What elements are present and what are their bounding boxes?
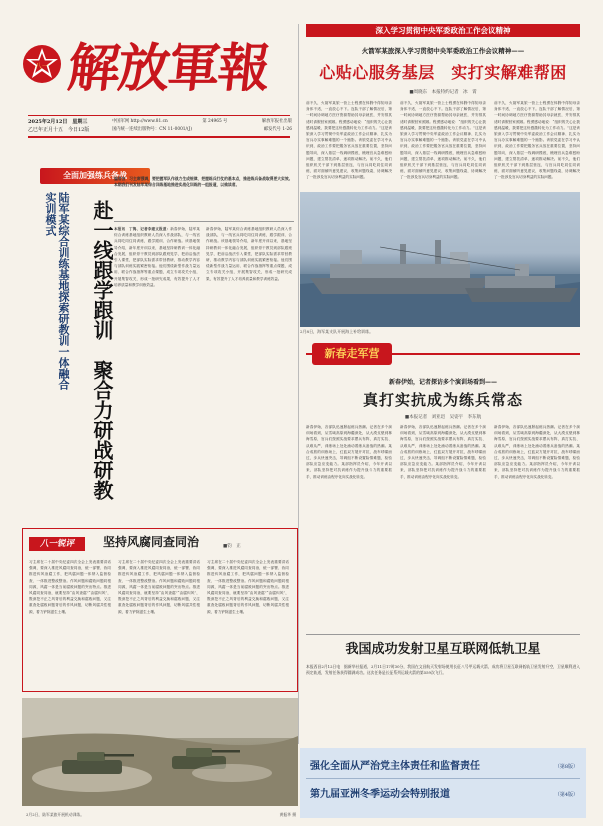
feature-kicker: 新春伊始，记者探访多个演训场看到——	[388, 379, 497, 386]
lead-body-col2: 前不久，火箭军某旅一营上士程勇在休假中得知母亲身体不适，一直放心不下。连队干部了解情况后，第一时间协调地方医疗资源帮助其母亲就医，并安排其适时请假回家照顾。程勇感动地说：“组织的关心让我感到温暖，我要把这份感激转化为工作动力。”这是该旅深入学习贯彻中央军委政治工作会议精神、扎实为官兵办实事解难题的一个缩影。该旅党委在学习中认识到，政治工作要把服务官兵放在重要位置，坚持问题导向，深入基层一线调研摸底，梳理官兵急难愁盼问题，建立帮扶清单，逐项推动解决。前不久，他们组织机关干部下到基层营连，与官兵同吃同住同训练，面对面倾听意见建议，收集问题线索，协调解决了一批涉及官兵切身利益的实际问题。	[400, 101, 486, 180]
training-section-label: 全面加强练兵备战	[63, 171, 127, 180]
masthead-bottom-rule	[28, 136, 290, 138]
index-link-2-page: （第4版）	[554, 792, 578, 798]
training-headline: 赴一线跟学跟训 聚合力研战研教	[90, 200, 114, 500]
training-vertical-kicker: 陆军某综合训练基地探索研教训一体融合实训模式	[44, 192, 70, 390]
feature-body-col3: 新春伊始，各部队迅速掀起练兵热潮。记者在多个演训场看到，从雪域高原到海疆深处，从大漠戈壁到林海雪原，官兵们按照实战要求摆兵布阵，真打实抗、从难从严，训练场上处处涌动着练兵备战的热潮。某合成旅的训练场上，红蓝双方展开对抗，战车呼啸而过，步兵快速突击，导调组不断设置险情难题，检验部队应急应变能力。某部指挥员介绍，今年开训以来，部队坚持把对抗训练作为提升战斗力的重要抓手，推动训练由程序化向实战化转变。	[494, 425, 580, 479]
index-link-1-page: （第8版）	[554, 764, 578, 770]
training-body-text-1: 新春伊始，陆军某综合训练基地组织教研人员深入作战部队，与一线官兵同吃同住同训练，跟学跟训、合作研战。该基地领导介绍，新年度开训以来，基地坚持研教训一体化融合发展，组织骨干教员到部队跟班见学，把前沿战法引入课堂，把部队实际需求带回教研，推动教学内容与部队训练实践紧密衔接。他们围绕新型作战力量运用、联合作战指挥等重点课题，成立专项攻关小组，开展集智攻关，形成一批研究成果，有效提升了人才培养质量和教学训练效益。	[114, 227, 200, 287]
editor-note: 编者按 习主席强调，要把握军队作战力生成规律，把握练兵打仗的基本点，推进练兵备战取得更大实效。本期我们刊发陆军某综合训练基地推进实战化训练的一组报道，以飨读者。	[114, 176, 294, 222]
svg-text:八一: 八一	[35, 62, 49, 70]
feature-section-label: 新春走军营	[324, 347, 380, 360]
feature-headline: 真打实抗成为练兵常态	[362, 391, 523, 409]
training-byline: 本报讯 丁隽、记者李建文报道：	[114, 227, 171, 231]
commentary-section-label: 八一锐评	[39, 539, 74, 549]
commentary-byline: ■钧 正	[223, 544, 241, 549]
lead-headline: 心贴心服务基层 实打实解难帮困	[319, 63, 567, 82]
masthead-meta	[112, 118, 292, 134]
postal-code: 邮发代号 1-26	[263, 127, 292, 132]
lead-body-col1: 前不久，火箭军某旅一营上士程勇在休假中得知母亲身体不适，一直放心不下。连队干部了解情况后，第一时间协调地方医疗资源帮助其母亲就医，并安排其适时请假回家照顾。程勇感动地说：“组织的关心让我感到温暖，我要把这份感激转化为工作动力。”这是该旅深入学习贯彻中央军委政治工作会议精神、扎实为官兵办实事解难题的一个缩影。该旅党委在学习中认识到，政治工作要把服务官兵放在重要位置，坚持问题导向，深入基层一线调研摸底，梳理官兵急难愁盼问题，建立帮扶清单，逐项推动解决。前不久，他们组织机关干部下到基层营连，与官兵同吃同住同训练，面对面倾听意见建议，收集问题线索，协调解决了一批涉及官兵切身利益的实际问题。	[306, 101, 392, 180]
commentary-box	[22, 528, 298, 692]
feature-byline: ■本报记者 刘亚迅 吴姿宇 李东航	[404, 415, 482, 420]
banner-label: 深入学习贯彻中央军委政治工作会议精神	[306, 24, 580, 37]
issue-date: 2025年2月12日 星期三	[28, 119, 88, 125]
cn-number: 国内统一连续出版物号：CN 11-0001/(J)	[112, 127, 193, 132]
main-column-divider	[298, 24, 299, 744]
masthead-divider	[28, 115, 290, 116]
tank-photo	[22, 698, 298, 806]
training-body-col1	[114, 226, 200, 486]
satellite-headline: 我国成功发射卫星互联网低轨卫星	[345, 642, 541, 657]
army-star-emblem	[22, 44, 62, 84]
issue-number: 第 24965 号	[202, 119, 228, 124]
lead-kicker: 火箭军某旅深入学习贯彻中央军委政治工作会议精神——	[361, 47, 525, 55]
ship-illustration	[300, 192, 580, 327]
ship-photo-caption: 2月8日，海军某支队开展海上补给训练。	[300, 329, 374, 334]
commentary-headline: 坚持风腐同查同治	[103, 535, 200, 549]
tank-illustration	[22, 698, 298, 806]
commentary-tag	[29, 537, 85, 551]
commentary-body-col1: 习主席在二十届中央纪委四次全会上发表重要讲话强调，要深入推进风腐同查同治，统一部署、协同推进纠风治腐工作，把风腐问题一体纳入监督检查、一体推进整改整治。作风问题和腐败问题同根同源，风腐一体是当前腐败问题的突出特点。推进风腐同查同治，就要坚持“由风查腐”“由腐纠风”，既深挖不正之风背后的利益交换和腐败问题，又注重查处腐败问题背后的作风问题，切断风腐共性根源，着力铲除滋生土壤。	[29, 560, 111, 614]
feature-body-col1: 新春伊始，各部队迅速掀起练兵热潮。记者在多个演训场看到，从雪域高原到海疆深处，从大漠戈壁到林海雪原，官兵们按照实战要求摆兵布阵，真打实抗、从难从严，训练场上处处涌动着练兵备战的热潮。某合成旅的训练场上，红蓝双方展开对抗，战车呼啸而过，步兵快速突击，导调组不断设置险情难题，检验部队应急应变能力。某部指挥员介绍，今年开训以来，部队坚持把对抗训练作为提升战斗力的重要抓手，推动训练由程序化向实战化转变。	[306, 425, 392, 479]
index-link-1[interactable]	[306, 756, 580, 779]
lead-body-col3: 前不久，火箭军某旅一营上士程勇在休假中得知母亲身体不适，一直放心不下。连队干部了解情况后，第一时间协调地方医疗资源帮助其母亲就医，并安排其适时请假回家照顾。程勇感动地说：“组织的关心让我感到温暖，我要把这份感激转化为工作动力。”这是该旅深入学习贯彻中央军委政治工作会议精神、扎实为官兵办实事解难题的一个缩影。该旅党委在学习中认识到，政治工作要把服务官兵放在重要位置，坚持问题导向，深入基层一线调研摸底，梳理官兵急难愁盼问题，建立帮扶清单，逐项推动解决。前不久，他们组织机关干部下到基层营连，与官兵同吃同住同训练，面对面倾听意见建议，收集问题线索，协调解决了一批涉及官兵切身利益的实际问题。	[494, 101, 580, 180]
index-link-1-title: 强化全面从严治党主体责任和监督责任	[310, 761, 480, 772]
ship-photo	[300, 192, 580, 327]
index-link-2[interactable]	[306, 784, 580, 806]
lead-byline: ■周晓东 本报特约记者 冰 霄	[409, 90, 477, 95]
masthead-title: 解放軍報	[64, 38, 272, 99]
satellite-rule	[306, 634, 580, 635]
publisher: 解放军报社出版	[261, 119, 292, 124]
tank-photo-caption: 2月2日，陆军某旅开展机动训练。	[26, 812, 84, 817]
commentary-body-col2: 习主席在二十届中央纪委四次全会上发表重要讲话强调，要深入推进风腐同查同治，统一部署、协同推进纠风治腐工作，把风腐问题一体纳入监督检查、一体推进整改整治。作风问题和腐败问题同根同源，风腐一体是当前腐败问题的突出特点。推进风腐同查同治，就要坚持“由风查腐”“由腐纠风”，既深挖不正之风背后的利益交换和腐败问题，又注重查处腐败问题背后的作风问题，切断风腐共性根源，着力铲除滋生土壤。	[118, 560, 200, 614]
index-link-2-title: 第九届亚洲冬季运动会特别报道	[310, 789, 450, 800]
index-box	[300, 748, 586, 818]
site-link[interactable]: 中国军网 http://www.81.cn	[112, 119, 168, 124]
lunar-date: 乙巳年正月十五 今日12版	[28, 127, 90, 133]
satellite-body: 本报西昌2月12日电 据新华社报道，2月11日17时30分，我国在文昌航天发射场使用长征八号甲运载火箭，成功将卫星互联网低轨卫星发射升空，卫星顺利进入预定轨道，发射任务获得圆满成功。这次任务是长征系列运载火箭的第559次飞行。	[306, 664, 580, 675]
training-body-col2: 新春伊始，陆军某综合训练基地组织教研人员深入作战部队，与一线官兵同吃同住同训练，跟学跟训、合作研战。该基地领导介绍，新年度开训以来，基地坚持研教训一体化融合发展，组织骨干教员到部队跟班见学，把前沿战法引入课堂，把部队实际需求带回教研，推动教学内容与部队训练实践紧密衔接。他们围绕新型作战力量运用、联合作战指挥等重点课题，成立专项攻关小组，开展集智攻关，形成一批研究成果，有效提升了人才培养质量和教学训练效益。	[206, 227, 292, 281]
commentary-body-col3: 习主席在二十届中央纪委四次全会上发表重要讲话强调，要深入推进风腐同查同治，统一部署、协同推进纠风治腐工作，把风腐问题一体纳入监督检查、一体推进整改整治。作风问题和腐败问题同根同源，风腐一体是当前腐败问题的突出特点。推进风腐同查同治，就要坚持“由风查腐”“由腐纠风”，既深挖不正之风背后的利益交换和腐败问题，又注重查处腐败问题背后的作风问题，切断风腐共性根源，着力铲除滋生土壤。	[207, 560, 289, 614]
tank-photo-credit: 黄振华 摄	[279, 812, 296, 817]
masthead-date	[28, 118, 104, 134]
feature-section-banner	[306, 343, 580, 365]
feature-body-col2: 新春伊始，各部队迅速掀起练兵热潮。记者在多个演训场看到，从雪域高原到海疆深处，从大漠戈壁到林海雪原，官兵们按照实战要求摆兵布阵，真打实抗、从难从严，训练场上处处涌动着练兵备战的热潮。某合成旅的训练场上，红蓝双方展开对抗，战车呼啸而过，步兵快速突击，导调组不断设置险情难题，检验部队应急应变能力。某部指挥员介绍，今年开训以来，部队坚持把对抗训练作为提升战斗力的重要抓手，推动训练由程序化向实战化转变。	[400, 425, 486, 479]
